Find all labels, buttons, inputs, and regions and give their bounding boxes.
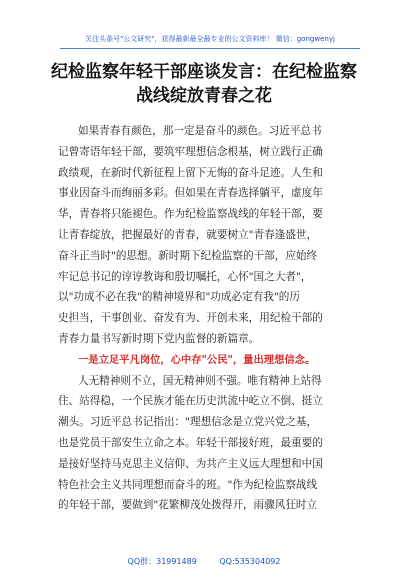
promo-banner: 关注头条号"公文研究"，获得最新最全最专业的公文资料库！ 微信：gongwenyj (60, 32, 360, 49)
paragraph-line: 华，青春将只能褪色。作为纪检监察战线的年轻干部，要 (58, 208, 323, 221)
paragraph-line: 让青春绽放，把握最好的青春，就要树立"青春逢盛世， (58, 228, 318, 241)
paragraph-line: 记曾寄语年轻干部，要筑牢理想信念根基，树立践行正确 (58, 145, 323, 158)
paragraph-line: 奋斗正当时"的思想。新时期下纪检监察的干部，应始终 (58, 249, 318, 262)
paragraph-line: 牢记总书记的谆谆教诲和殷切嘱托，心怀"国之大者"， (58, 270, 312, 283)
body-text (58, 121, 350, 516)
paragraph-line: 潮头。习近平总书记指出："理想信念是立党兴党之基， (58, 416, 318, 429)
paragraph-line: 是接好坚持马克思主义信仰、为共产主义远大理想和中国 (58, 457, 323, 470)
paragraph-line: 人无精神则不立，国无精神则不强。唯有精神上站得 (78, 374, 322, 387)
paragraph-line: 史担当，干事创业、奋发有为、开创未来，用纪检干部的 (58, 312, 323, 325)
paragraph-line: 特色社会主义共同理想而奋斗的班。"作为纪检监察战线 (58, 478, 318, 491)
qq-group: QQ群：31991489 (127, 557, 197, 566)
paragraph-line: 住、站得稳，一个民族才能在历史洪流中屹立不倒、挺立 (58, 395, 323, 408)
paragraph-line: 事业因奋斗而绚丽多彩。但如果在青春选择躺平，虚度年 (58, 187, 323, 200)
paragraph-line: 政绩观，在新时代新征程上留下无悔的奋斗足迹。人生和 (58, 166, 323, 179)
title-line-1: 纪检监察年轻干部座谈发言：在纪检监察 (51, 62, 357, 82)
document-title (40, 60, 368, 108)
paragraph-line: 如果青春有颜色，那一定是奋斗的颜色。习近平总书 (78, 125, 322, 137)
paragraph-line: 的年轻干部，要做到"花繁柳茂处拨得开，雨骤风狂时立 (58, 499, 318, 512)
paragraph-line: 以"功成不必在我"的精神境界和"功成必定有我"的历 (58, 291, 300, 304)
paragraph-line: 也是党员干部安生立命之本。年轻干部接好班，最重要的 (58, 436, 323, 449)
qq-number: QQ:535304092 (219, 557, 281, 566)
contact-footer (0, 556, 408, 567)
title-line-2: 战线绽放青春之花 (136, 86, 272, 106)
paragraph-line: 青春力量书写新时期下党内监督的新篇章。 (58, 332, 260, 345)
section-heading: 一是立足平凡岗位，心中存"公民"，量出理想信念。 (78, 353, 316, 366)
